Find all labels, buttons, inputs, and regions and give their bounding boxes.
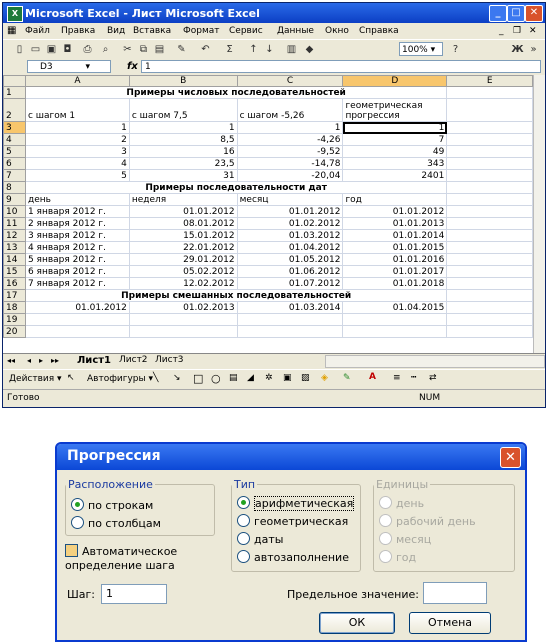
table-row (4, 170, 533, 182)
radio-icon (237, 514, 250, 527)
step-label: Шаг: (67, 588, 95, 601)
row-header[interactable]: 9 (4, 194, 26, 206)
column-header[interactable]: B (129, 76, 237, 87)
cell[interactable]: -20,04 (237, 170, 343, 182)
status-bar (3, 389, 545, 406)
radio-by-rows[interactable]: по строкам (71, 498, 153, 512)
dialog-close-button[interactable]: ✕ (500, 447, 521, 468)
radio-year[interactable]: год (379, 550, 416, 564)
radio-day[interactable]: день (379, 496, 424, 510)
format-painter-icon[interactable]: ✎ (177, 44, 186, 55)
table-row (4, 254, 533, 266)
limit-label: Предельное значение: (287, 588, 419, 601)
fill-color-icon[interactable]: ◈ (321, 373, 328, 383)
wordart-icon[interactable]: ◢ (247, 373, 254, 383)
cell[interactable]: 5 января 2012 г. (25, 254, 129, 266)
cell[interactable] (343, 326, 447, 338)
select-all-corner[interactable] (4, 76, 26, 87)
line-icon[interactable]: ╲ (153, 373, 159, 383)
column-header[interactable]: E (447, 76, 533, 87)
cell[interactable] (447, 158, 533, 170)
open-icon[interactable]: ▭ (30, 44, 41, 55)
table-row (4, 230, 533, 242)
cell[interactable]: день (25, 194, 129, 206)
paste-icon[interactable]: ▤ (154, 44, 165, 55)
dash-style-icon[interactable]: ┅ (411, 373, 417, 383)
menu-data[interactable]: Данные (277, 26, 314, 36)
horizontal-scrollbar[interactable] (325, 355, 545, 368)
table-row (4, 87, 533, 99)
cell[interactable] (343, 314, 447, 326)
cell[interactable]: 3 января 2012 г. (25, 230, 129, 242)
menu-insert[interactable]: Вставка (133, 26, 172, 36)
line-style-icon[interactable]: ≡ (393, 373, 401, 383)
permission-icon[interactable]: ◘ (63, 44, 72, 55)
drawing-icon[interactable]: ◆ (305, 44, 314, 55)
cell[interactable]: 12.02.2012 (129, 278, 237, 290)
arrow-style-icon[interactable]: ⇄ (429, 373, 437, 383)
row-header[interactable]: 14 (4, 254, 26, 266)
table-row (4, 206, 533, 218)
rectangle-icon[interactable]: □ (193, 372, 204, 385)
copy-icon[interactable]: ⧉ (139, 44, 148, 55)
cell[interactable] (447, 134, 533, 146)
column-header-row (4, 76, 533, 87)
menu-view[interactable]: Вид (107, 26, 126, 36)
cell[interactable]: 01.01.2015 (343, 242, 447, 254)
cell[interactable]: месяц (237, 194, 343, 206)
table-row (4, 99, 533, 122)
row-header[interactable]: 18 (4, 302, 26, 314)
cell[interactable]: 01.03.2014 (237, 302, 343, 314)
fx-label: fx (127, 61, 138, 72)
cell[interactable] (25, 314, 129, 326)
maximize-button[interactable]: □ (507, 5, 525, 22)
chart-wizard-icon[interactable]: ▥ (286, 44, 297, 55)
tab-sheet1[interactable]: Лист1 (77, 355, 111, 366)
cell[interactable]: год (343, 194, 447, 206)
row-header[interactable]: 5 (4, 146, 26, 158)
row-header[interactable]: 13 (4, 242, 26, 254)
radio-icon (237, 532, 250, 545)
units-group-label: Единицы (376, 478, 429, 491)
row-header[interactable]: 1 (4, 87, 26, 99)
zoom-select[interactable]: 100% ▾ (399, 42, 443, 56)
row-header[interactable]: 6 (4, 158, 26, 170)
radio-icon (379, 496, 392, 509)
line-color-icon[interactable]: ✎ (343, 373, 351, 383)
table-row (4, 134, 533, 146)
progression-dialog (55, 442, 527, 642)
undo-icon[interactable]: ↶ (201, 44, 210, 55)
step-input[interactable]: 1 (101, 584, 167, 604)
cell[interactable]: 01.01.2016 (343, 254, 447, 266)
table-row (4, 302, 533, 314)
cell[interactable]: 01.03.2012 (237, 230, 343, 242)
menu-format[interactable]: Формат (183, 26, 220, 36)
help-icon[interactable]: ? (452, 44, 459, 55)
chevron-down-icon: ▾ (85, 62, 91, 72)
cell[interactable]: 01.01.2012 (25, 302, 129, 314)
row-header[interactable]: 7 (4, 170, 26, 182)
radio-autofill[interactable]: автозаполнение (237, 550, 349, 564)
cell[interactable] (447, 146, 533, 158)
cell[interactable]: 01.01.2012 (129, 206, 237, 218)
row-header[interactable]: 10 (4, 206, 26, 218)
cell[interactable] (447, 242, 533, 254)
cell[interactable]: 08.01.2012 (129, 218, 237, 230)
table-row (4, 290, 533, 302)
cell[interactable]: 22.01.2012 (129, 242, 237, 254)
radio-icon (379, 532, 392, 545)
status-ready: Готово (7, 393, 40, 403)
cell[interactable]: 01.05.2012 (237, 254, 343, 266)
ok-button[interactable]: ОК (319, 612, 395, 634)
bold-icon[interactable]: Ж (511, 44, 524, 55)
menu-help[interactable]: Справка (359, 26, 399, 36)
table-row (4, 242, 533, 254)
table-row (4, 266, 533, 278)
cell[interactable] (447, 314, 533, 326)
cancel-button[interactable]: Отмена (409, 612, 491, 634)
column-header[interactable]: D (343, 76, 447, 87)
row-header[interactable]: 12 (4, 230, 26, 242)
formula-bar (3, 59, 545, 75)
cell[interactable] (447, 266, 533, 278)
table-row (4, 314, 533, 326)
cell[interactable]: 2401 (343, 170, 447, 182)
cell[interactable] (129, 314, 237, 326)
cell[interactable]: 01.01.2018 (343, 278, 447, 290)
menu-bar (3, 23, 545, 39)
cell[interactable]: с шагом 1 (25, 99, 129, 122)
cell[interactable]: 16 (129, 146, 237, 158)
radio-geometric[interactable]: геометрическая (237, 514, 348, 528)
sheet-table (3, 75, 533, 338)
cell[interactable]: 4 января 2012 г. (25, 242, 129, 254)
radio-icon (71, 498, 84, 511)
row-header[interactable]: 17 (4, 290, 26, 302)
cell[interactable]: неделя (129, 194, 237, 206)
cell[interactable] (447, 302, 533, 314)
cell[interactable]: 1 (343, 122, 447, 134)
limit-input[interactable] (423, 582, 487, 604)
row-header[interactable]: 4 (4, 134, 26, 146)
table-row (4, 122, 533, 134)
radio-icon (237, 550, 250, 563)
save-icon[interactable]: ▣ (46, 44, 57, 55)
cell[interactable]: 1 (25, 122, 129, 134)
diagram-icon[interactable]: ✲ (265, 373, 273, 383)
last-sheet-icon[interactable]: ▸▸ (51, 356, 60, 365)
cell[interactable] (447, 122, 533, 134)
cell[interactable]: 6 января 2012 г. (25, 266, 129, 278)
menu-window[interactable]: Окно (325, 26, 349, 36)
column-header[interactable]: C (237, 76, 343, 87)
radio-dates[interactable]: даты (237, 532, 283, 546)
minimize-button[interactable]: _ (489, 5, 507, 22)
cell[interactable]: 01.06.2012 (237, 266, 343, 278)
row-header[interactable]: 20 (4, 326, 26, 338)
radio-icon (379, 550, 392, 563)
first-sheet-icon[interactable]: ◂◂ (7, 356, 16, 365)
cell[interactable]: с шагом 7,5 (129, 99, 237, 122)
prev-sheet-icon[interactable]: ◂ (27, 356, 32, 365)
cell[interactable]: 4 (25, 158, 129, 170)
cell[interactable]: 1 (129, 122, 237, 134)
cell[interactable] (447, 218, 533, 230)
cell[interactable] (129, 326, 237, 338)
auto-step-checkbox[interactable]: Автоматическое определение шага (65, 545, 178, 572)
cell[interactable]: 2 января 2012 г. (25, 218, 129, 230)
column-header[interactable]: A (25, 76, 129, 87)
cell[interactable]: 7 (343, 134, 447, 146)
row-header[interactable]: 8 (4, 182, 26, 194)
row-header[interactable]: 2 (4, 99, 26, 122)
doc-minimize-icon[interactable]: _ (499, 26, 504, 36)
new-icon[interactable]: ▯ (16, 44, 23, 55)
cell[interactable]: 1 января 2012 г. (25, 206, 129, 218)
cell[interactable] (447, 87, 533, 99)
workbook-icon[interactable]: ▦ (7, 25, 17, 36)
cell[interactable]: 01.02.2013 (129, 302, 237, 314)
formula-input[interactable]: 1 (141, 60, 541, 73)
doc-close-icon[interactable]: ✕ (529, 26, 537, 36)
toolbar-options-icon[interactable]: » (530, 44, 537, 55)
picture-icon[interactable]: ▨ (301, 373, 310, 383)
cell[interactable]: 01.07.2012 (237, 278, 343, 290)
cell[interactable] (237, 326, 343, 338)
cell[interactable]: 01.01.2012 (237, 206, 343, 218)
cell[interactable]: 05.02.2012 (129, 266, 237, 278)
cell[interactable]: 1 (237, 122, 343, 134)
cell[interactable]: 2 (25, 134, 129, 146)
excel-window (2, 2, 546, 408)
type-group-label: Тип (234, 478, 256, 491)
preview-icon[interactable]: ⌕ (102, 44, 109, 55)
draw-actions-menu[interactable]: Действия ▾ (9, 374, 62, 384)
table-row (4, 326, 533, 338)
cell[interactable]: 8,5 (129, 134, 237, 146)
cell[interactable]: 31 (129, 170, 237, 182)
cell[interactable]: 15.01.2012 (129, 230, 237, 242)
clipart-icon[interactable]: ▣ (283, 373, 292, 383)
row-header[interactable]: 16 (4, 278, 26, 290)
worksheet-grid[interactable] (3, 75, 533, 353)
title-bar (3, 3, 545, 23)
sheet-tabs-bar (3, 353, 545, 368)
radio-icon (71, 516, 84, 529)
doc-restore-icon[interactable]: ❐ (513, 26, 522, 36)
layout-group-label: Расположение (68, 478, 153, 491)
cell[interactable] (447, 206, 533, 218)
cell[interactable]: 01.02.2012 (237, 218, 343, 230)
radio-arithmetic[interactable]: арифметическая (237, 496, 354, 510)
cell[interactable]: 5 (25, 170, 129, 182)
cell[interactable] (447, 230, 533, 242)
cell[interactable] (447, 254, 533, 266)
cell[interactable]: -9,52 (237, 146, 343, 158)
radio-month[interactable]: месяц (379, 532, 431, 546)
row-header[interactable]: 15 (4, 266, 26, 278)
arrow-icon[interactable]: ↘ (173, 373, 181, 383)
status-num: NUM (419, 393, 441, 403)
row-header[interactable]: 3 (4, 122, 26, 134)
table-row (4, 158, 533, 170)
cell[interactable]: 7 января 2012 г. (25, 278, 129, 290)
table-row (4, 194, 533, 206)
cell[interactable] (237, 314, 343, 326)
menu-file[interactable]: Файл (25, 26, 50, 36)
excel-logo-icon: X (7, 6, 23, 22)
drawing-toolbar (3, 369, 545, 388)
dialog-title-bar (57, 444, 525, 470)
cell[interactable] (447, 99, 533, 122)
table-row (4, 218, 533, 230)
table-row (4, 182, 533, 194)
cell[interactable]: 49 (343, 146, 447, 158)
cell[interactable]: с шагом -5,26 (237, 99, 343, 122)
cell[interactable]: 01.01.2017 (343, 266, 447, 278)
standard-toolbar (3, 39, 545, 59)
section-heading-cell[interactable]: Примеры смешанных последовательностей (25, 290, 446, 302)
section-heading-cell[interactable]: Примеры последовательности дат (25, 182, 446, 194)
window-title: Microsoft Excel - Лист Microsoft Excel (25, 7, 260, 20)
autoshapes-menu[interactable]: Автофигуры ▾ (87, 374, 154, 384)
menu-edit[interactable]: Правка (61, 26, 96, 36)
name-box[interactable]: D3 ▾ (27, 60, 111, 73)
oval-icon[interactable]: ○ (211, 372, 221, 385)
autosum-icon[interactable]: Σ (226, 44, 233, 55)
tab-sheet2[interactable]: Лист2 (119, 355, 148, 365)
cell[interactable]: 01.01.2014 (343, 230, 447, 242)
table-row (4, 146, 533, 158)
cell[interactable]: -14,78 (237, 158, 343, 170)
next-sheet-icon[interactable]: ▸ (39, 356, 44, 365)
cell[interactable]: 23,5 (129, 158, 237, 170)
row-header[interactable]: 11 (4, 218, 26, 230)
cell[interactable] (447, 278, 533, 290)
zoom-value: 100% (402, 45, 428, 55)
radio-icon (379, 514, 392, 527)
cell[interactable]: 3 (25, 146, 129, 158)
sort-asc-icon[interactable]: ↑ (249, 44, 258, 55)
cell[interactable]: 01.04.2015 (343, 302, 447, 314)
print-icon[interactable]: ⎙ (83, 44, 92, 55)
menu-tools[interactable]: Сервис (229, 26, 263, 36)
vertical-scrollbar[interactable] (533, 75, 546, 353)
cell[interactable]: 343 (343, 158, 447, 170)
cell[interactable] (447, 170, 533, 182)
cell[interactable] (447, 194, 533, 206)
cell[interactable]: геометрическая прогрессия (343, 99, 447, 122)
select-objects-icon[interactable]: ↖ (67, 373, 75, 383)
checkbox-icon (65, 544, 78, 557)
radio-icon (237, 496, 250, 509)
cut-icon[interactable]: ✂ (123, 44, 132, 55)
cell[interactable] (447, 290, 533, 302)
radio-by-cols[interactable]: по столбцам (71, 516, 161, 530)
tab-sheet3[interactable]: Лист3 (155, 355, 184, 365)
dialog-title: Прогрессия (67, 448, 161, 464)
radio-workday[interactable]: рабочий день (379, 514, 476, 528)
cell[interactable]: 01.01.2013 (343, 218, 447, 230)
cell[interactable]: 29.01.2012 (129, 254, 237, 266)
cell[interactable] (25, 326, 129, 338)
textbox-icon[interactable]: ▤ (229, 373, 238, 383)
sort-desc-icon[interactable]: ↓ (265, 44, 274, 55)
cell[interactable] (447, 182, 533, 194)
cell[interactable]: 01.04.2012 (237, 242, 343, 254)
cell[interactable]: 01.01.2012 (343, 206, 447, 218)
row-header[interactable]: 19 (4, 314, 26, 326)
table-row (4, 278, 533, 290)
cell[interactable] (447, 326, 533, 338)
close-button[interactable]: ✕ (525, 5, 543, 22)
cell[interactable]: -4,26 (237, 134, 343, 146)
section-heading-cell[interactable]: Примеры числовых последовательностей (25, 87, 446, 99)
font-color-icon[interactable]: A (369, 372, 376, 382)
